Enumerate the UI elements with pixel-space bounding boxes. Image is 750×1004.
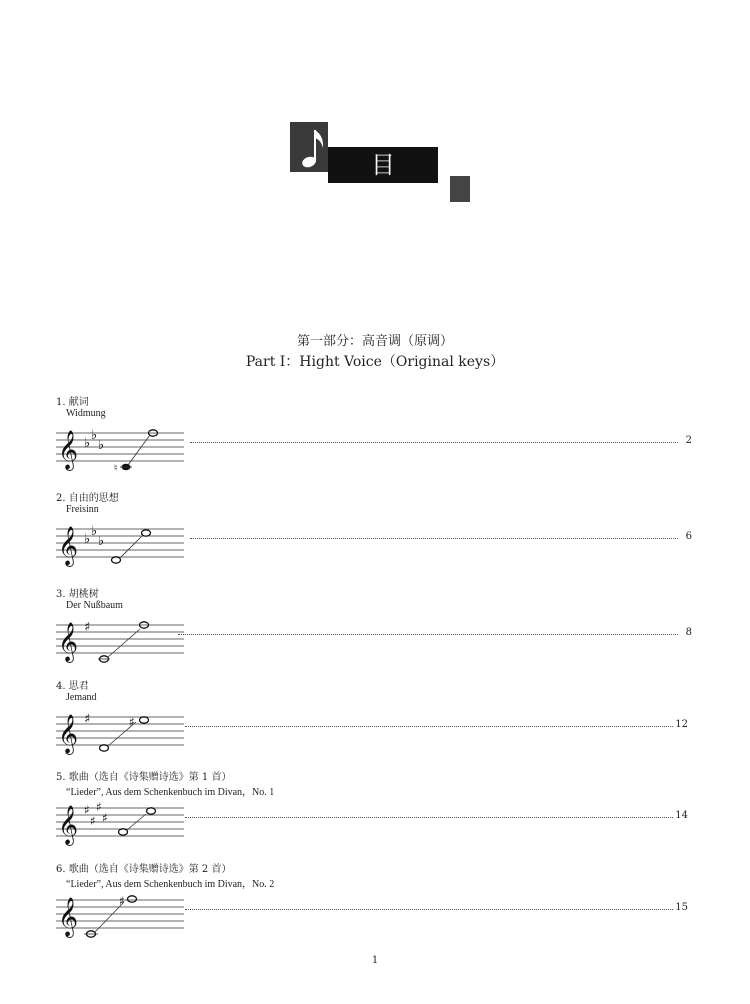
svg-text:♭: ♭: [84, 532, 91, 547]
svg-text:♯: ♯: [119, 894, 125, 908]
entry-subtitle: “Lieder”, Aus dem Schenkenbuch im Divan，No. 2: [66, 879, 275, 890]
entry-page-number: 6: [685, 531, 692, 542]
toc-entry[interactable]: [0, 677, 750, 765]
staff-incipit: [56, 519, 186, 567]
part-title-en: Part Ⅰ：Hight Voice（Original keys）: [245, 354, 505, 370]
svg-text:♮: ♮: [114, 463, 118, 471]
entry-title: 5. 歌曲（选自《诗集赠诗选》第 1 首）: [56, 772, 232, 783]
toc-title: 目 录: [328, 147, 438, 183]
entry-page-number: 2: [685, 435, 692, 446]
dot-leader: [190, 538, 678, 539]
toc-entry[interactable]: [0, 393, 750, 481]
svg-text:𝄞: 𝄞: [58, 622, 79, 662]
toc-header: [290, 122, 475, 215]
entry-title: 6. 歌曲（选自《诗集赠诗选》第 2 首）: [56, 864, 232, 875]
svg-text:𝄞: 𝄞: [58, 526, 79, 566]
dot-leader: [185, 817, 673, 818]
svg-text:𝄞: 𝄞: [58, 430, 79, 470]
svg-text:♯: ♯: [84, 803, 90, 817]
part-title-cn: 第一部分：高音调（原调）: [296, 334, 453, 349]
entry-title: 2. 自由的思想: [56, 493, 119, 504]
toc-entry[interactable]: [0, 860, 750, 948]
svg-text:𝄞: 𝄞: [58, 897, 79, 937]
staff-incipit: [56, 423, 186, 471]
entry-subtitle: Widmung: [66, 408, 106, 419]
dot-leader: [190, 442, 678, 443]
svg-text:♯: ♯: [84, 712, 91, 727]
svg-text:♯: ♯: [96, 800, 102, 814]
toc-entry[interactable]: [0, 768, 750, 856]
toc-entry[interactable]: [0, 489, 750, 577]
svg-text:𝄞: 𝄞: [58, 805, 79, 845]
staff-incipit: [56, 890, 186, 938]
dot-leader: [185, 909, 673, 910]
entry-title: 4. 思君: [56, 681, 89, 692]
entry-subtitle: Jemand: [66, 692, 97, 703]
dot-leader: [178, 634, 678, 635]
entry-subtitle: Der Nußbaum: [66, 600, 123, 611]
entry-page-number: 15: [675, 902, 688, 913]
svg-text:♭: ♭: [98, 438, 105, 453]
staff-incipit: [56, 798, 186, 846]
staff-incipit: [56, 615, 186, 663]
entry-page-number: 14: [675, 810, 688, 821]
svg-text:♭: ♭: [91, 428, 98, 443]
svg-text:♭: ♭: [98, 534, 105, 549]
entry-title: 3. 胡桃树: [56, 589, 99, 600]
decorative-square: [450, 176, 470, 202]
entry-subtitle: Freisinn: [66, 504, 99, 515]
svg-text:♭: ♭: [91, 524, 98, 539]
staff-incipit: [56, 707, 186, 755]
entry-page-number: 12: [675, 719, 688, 730]
svg-text:♯: ♯: [90, 814, 96, 828]
entry-page-number: 8: [685, 627, 692, 638]
svg-text:♭: ♭: [84, 436, 91, 451]
entry-title: 1. 献词: [56, 397, 89, 408]
page-number: 1: [371, 955, 379, 966]
svg-text:♯: ♯: [84, 620, 91, 635]
toc-entry[interactable]: [0, 585, 750, 673]
svg-text:𝄞: 𝄞: [58, 714, 79, 754]
dot-leader: [185, 726, 673, 727]
entry-subtitle: “Lieder”, Aus dem Schenkenbuch im Divan，No. 1: [66, 787, 275, 798]
eighth-note-icon: [290, 122, 328, 172]
svg-text:♯: ♯: [102, 811, 108, 825]
svg-text:♯: ♯: [129, 715, 135, 729]
